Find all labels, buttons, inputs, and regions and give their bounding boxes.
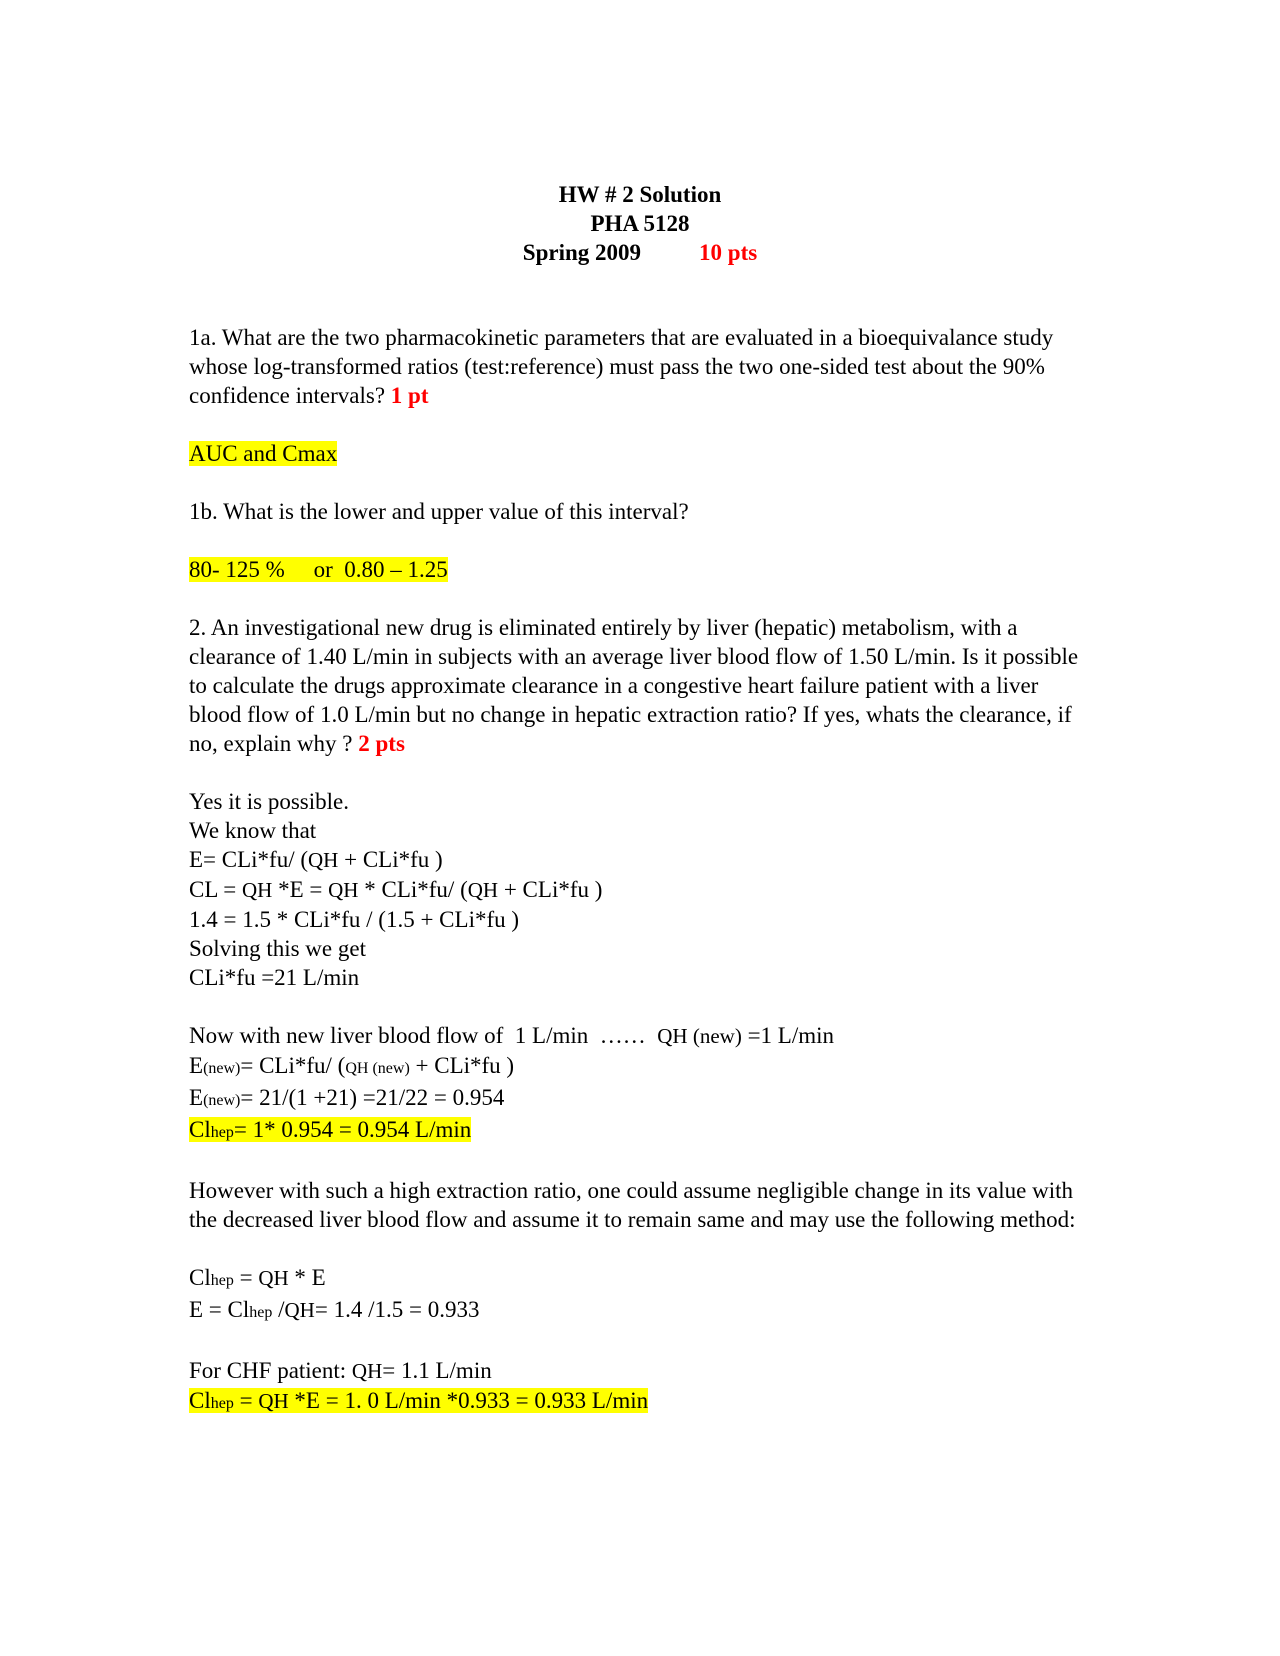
eq2-part-b: *E = [272,877,329,902]
m2-cl: E = Cl [189,1297,250,1322]
question-1b: 1b. What is the lower and upper value of this interval? [189,499,689,524]
m2-sub: hep [249,1304,273,1321]
m1-qh: QH [258,1266,289,1290]
clhep-new-part-b: = 1* 0.954 = 0.954 L/min [233,1117,472,1142]
chf-line [189,1356,1089,1386]
chf-part-a: For CHF patient: [189,1358,352,1383]
enew1-e: E [189,1053,204,1078]
eq2-part-d: + CLi*fu ) [498,877,603,902]
question-2 [189,613,1089,758]
enew1-qh: QH (new) [345,1060,410,1077]
m1-part-b: = [233,1265,259,1290]
e-new-equation [189,1051,1089,1083]
enew1-sub: (new) [203,1060,241,1077]
enew1-part-b: = CLi*fu/ ( [240,1053,346,1078]
method-eq-1 [189,1263,1089,1295]
clhep-new-sub: hep [210,1124,234,1141]
eq2-qh-3: QH [467,878,499,902]
clhep-new-cl: Cl [189,1117,211,1142]
method-eq-2 [189,1295,1089,1327]
new-flow-line [189,1021,1089,1051]
answer-1a-text: AUC and Cmax [189,441,338,466]
enew2-e: E [189,1085,204,1110]
question-1a-text: 1a. What are the two pharmacokinetic parameters that are evaluated in a bioequivalance study whose log-transformed ratios (test:reference) must pass the two one-sided test about the 90% confidence intervals? [189,325,1054,408]
term: Spring 2009 [522,240,642,265]
however-paragraph: However with such a high extraction ratio, one could assume negligible change in its value with the decreased liver blood flow and assume it to remain same and may use the following method: [189,1178,1076,1232]
question-2-text: 2. An investigational new drug is eliminated entirely by liver (hepatic) metabolism, with a clearance of 1.40 L/min in subjects with an average liver blood flow of 1.50 L/min. Is it possible to calculate the drugs approximate clearance in a congestive heart failure patient with a liver blood flow of 1.0 L/min but no change in hepatic extraction ratio? If yes, whats the clearance, if no, explain why ? [189,615,1079,756]
clhep-new-highlight [189,1117,471,1142]
new-flow-part-a: Now with new liver blood flow of 1 L/min …… [189,1023,658,1048]
e-new-value [189,1083,1089,1115]
m1-sub: hep [210,1272,234,1289]
term-line [0,238,1280,267]
new-flow-part-b: =1 L/min [741,1023,835,1048]
eq1-qh: QH [308,848,339,872]
equation-extraction [189,845,1089,875]
doc-title: HW # 2 Solution [558,182,722,207]
enew2-part-b: = 21/(1 +21) =21/22 = 0.954 [240,1085,505,1110]
eq2-qh-1: QH [242,878,273,902]
final-qh: QH [258,1389,289,1413]
m2-qh: QH [284,1298,315,1322]
document-body [189,323,1089,1418]
eq1-part-b: + CLi*fu ) [338,847,443,872]
equation-substituted: 1.4 = 1.5 * CLi*fu / (1.5 + CLi*fu ) [189,907,520,932]
answer-2-intro: Yes it is possible. [189,789,349,814]
equation-clearance [189,875,1089,905]
eq2-part-a: CL = [189,877,243,902]
document-header [0,180,1280,267]
eq2-part-c: * CLi*fu/ ( [358,877,468,902]
m1-part-c: * E [288,1265,326,1290]
chf-part-b: = 1.1 L/min [382,1358,492,1383]
question-2-points: 2 pts [358,731,405,756]
final-answer [189,1386,1089,1418]
new-flow-qh: QH (new) [657,1024,742,1048]
final-sub: hep [210,1395,234,1412]
answer-1b-text: 80- 125 % or 0.80 – 1.25 [189,557,448,582]
m2-part-b: / [272,1297,285,1322]
eq1-part-a: E= CLi*fu/ ( [189,847,309,872]
final-part-c: *E = 1. 0 L/min *0.933 = 0.933 L/min [288,1388,649,1413]
total-points: 10 pts [699,240,758,265]
enew1-part-c: + CLi*fu ) [409,1053,515,1078]
chf-qh: QH [351,1359,383,1383]
answer-1b [189,555,1089,584]
eq2-qh-2: QH [328,878,359,902]
question-1a-points: 1 pt [390,383,429,408]
question-1a [189,323,1089,410]
final-part-b: = [233,1388,259,1413]
we-know-line: We know that [189,818,317,843]
course-code: PHA 5128 [590,211,690,236]
result-line: CLi*fu =21 L/min [189,965,360,990]
final-cl: Cl [189,1388,211,1413]
answer-1a [189,439,1089,468]
m2-part-c: = 1.4 /1.5 = 0.933 [314,1297,480,1322]
final-answer-highlight [189,1388,648,1413]
clhep-new [189,1115,1089,1147]
enew2-sub: (new) [203,1092,241,1109]
m1-cl: Cl [189,1265,211,1290]
solving-line: Solving this we get [189,936,366,961]
